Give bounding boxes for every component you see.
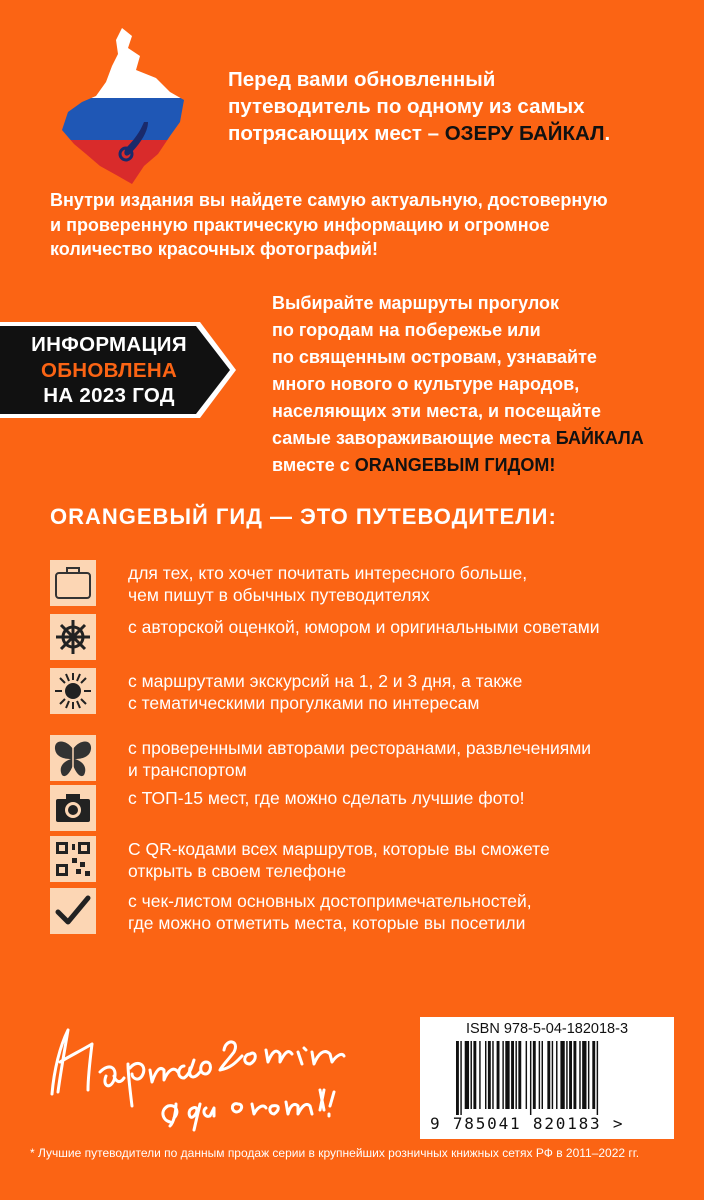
barcode-bar <box>569 1041 572 1109</box>
barcode-bar <box>456 1041 459 1115</box>
isbn-number: ISBN 978-5-04-182018-3 <box>465 1021 629 1037</box>
orange-guide-highlight: ORANGEВЫМ ГИДОМ! <box>354 455 556 475</box>
barcode-bar <box>530 1041 531 1115</box>
camera-icon <box>50 785 96 831</box>
feature-item <box>50 560 690 610</box>
barcode <box>456 1041 646 1115</box>
isbn-barcode-box <box>420 1017 674 1139</box>
barcode-bar <box>573 1041 576 1109</box>
handwritten-slogan <box>44 1010 404 1143</box>
description-paragraph <box>50 188 660 262</box>
barcode-bar <box>542 1041 543 1109</box>
routes-line: Выбирайте маршруты прогулок <box>272 293 560 313</box>
badge-line-2: ОБНОВЛЕНА <box>40 358 178 382</box>
feature-text: открыть в своем телефоне <box>128 861 347 881</box>
description-line: и проверенную практическую информацию и огромное <box>50 214 550 235</box>
barcode-digits: 9 785041 820183 > <box>430 1114 625 1133</box>
barcode-bar <box>505 1041 509 1109</box>
barcode-bar <box>488 1041 491 1109</box>
intro-line-1: Перед вами обновленный <box>228 68 496 91</box>
feature-item <box>50 836 690 886</box>
barcode-bar <box>592 1041 595 1109</box>
barcode-bar <box>471 1041 472 1109</box>
routes-line: самые завораживающие места БАЙКАЛА <box>272 428 644 448</box>
barcode-bar <box>473 1041 476 1109</box>
description-line: количество красочных фотографий! <box>50 239 378 259</box>
barcode-bar <box>552 1041 553 1109</box>
baikal-highlight: БАЙКАЛА <box>555 428 644 448</box>
feature-text: С QR-кодами всех маршрутов, которые вы сможете <box>128 839 550 859</box>
barcode-bar <box>582 1041 586 1109</box>
routes-line: вместе с ORANGEВЫМ ГИДОМ! <box>272 455 556 475</box>
feature-text: с авторской оценкой, юмором и оригинальными советами <box>128 617 600 637</box>
feature-text: где можно отметить места, которые вы посетили <box>128 913 526 933</box>
barcode-bar <box>492 1041 493 1109</box>
handwriting-text-1 <box>44 1010 45 1011</box>
intro-line-3: потрясающих мест – ОЗЕРУ БАЙКАЛ. <box>228 122 611 145</box>
routes-line: по священным островам, узнавайте <box>272 347 597 367</box>
feature-text: с тематическими прогулками по интересам <box>128 693 480 713</box>
handwriting-line-1: Написано своими <box>44 1010 53 1011</box>
barcode-bar <box>460 1041 461 1115</box>
description-line: Внутри издания вы найдете самую актуальную, достоверную <box>50 190 608 210</box>
intro-line-2: путеводитель по одному из самых <box>228 95 585 118</box>
barcode-bar <box>465 1041 469 1109</box>
barcode-bar <box>597 1041 598 1115</box>
baikal-map-logo <box>60 26 200 188</box>
feature-text: с маршрутами экскурсий на 1, 2 и 3 дня, а также <box>128 671 523 691</box>
footnote: * Лучшие путеводители по данным продаж серии в крупнейших розничных книжных сетях РФ в 2011–2022 гг. <box>30 1146 640 1160</box>
feature-item <box>50 888 690 938</box>
routes-paragraph <box>272 290 672 479</box>
feature-item <box>50 735 690 785</box>
barcode-bar <box>556 1041 557 1109</box>
barcode-bar <box>526 1041 527 1109</box>
routes-line: много нового о культуре народов, <box>272 374 580 394</box>
updated-info-badge <box>0 322 236 418</box>
section-title: ORANGEВЫЙ ГИД — ЭТО ПУТЕВОДИТЕЛИ: <box>50 504 557 529</box>
feature-item <box>50 785 690 835</box>
barcode-bar <box>497 1041 500 1109</box>
barcode-bar <box>566 1041 567 1109</box>
feature-text: с проверенными авторами ресторанами, развлечениями <box>128 738 592 758</box>
barcode-bar <box>518 1041 521 1109</box>
barcode-bar <box>533 1041 536 1109</box>
routes-line: по городам на побережье или <box>272 320 541 340</box>
ship-wheel-icon <box>50 614 96 660</box>
barcode-bar <box>502 1041 503 1109</box>
intro-text <box>228 66 668 147</box>
barcode-bar <box>479 1041 480 1109</box>
feature-text: с чек-листом основных достопримечательностей, <box>128 891 532 911</box>
barcode-bar <box>485 1041 486 1109</box>
feature-item <box>50 614 690 664</box>
barcode-bar <box>588 1041 589 1109</box>
barcode-bar <box>511 1041 514 1109</box>
barcode-bar <box>539 1041 540 1109</box>
qr-code-icon <box>50 836 96 882</box>
barcode-bar <box>579 1041 580 1109</box>
feature-item <box>50 668 690 718</box>
butterfly-icon <box>50 735 96 781</box>
feature-text: для тех, кто хочет почитать интересного больше, <box>128 563 528 583</box>
suitcase-icon <box>50 560 96 606</box>
feature-text: и транспортом <box>128 760 247 780</box>
feature-text: чем пишут в обычных путеводителях <box>128 585 430 605</box>
checkmark-icon <box>50 888 96 934</box>
sun-icon <box>50 668 96 714</box>
badge-line-1: ИНФОРМАЦИЯ <box>31 333 187 356</box>
lake-baikal-highlight: ОЗЕРУ БАЙКАЛ <box>444 122 605 145</box>
routes-line: населяющих эти места, и посещайте <box>272 401 602 421</box>
barcode-bar <box>547 1041 550 1109</box>
feature-text: с ТОП-15 мест, где можно сделать лучшие фото! <box>128 788 525 808</box>
barcode-bar <box>560 1041 564 1109</box>
badge-line-3: НА 2023 ГОД <box>43 384 175 407</box>
barcode-bar <box>515 1041 516 1109</box>
